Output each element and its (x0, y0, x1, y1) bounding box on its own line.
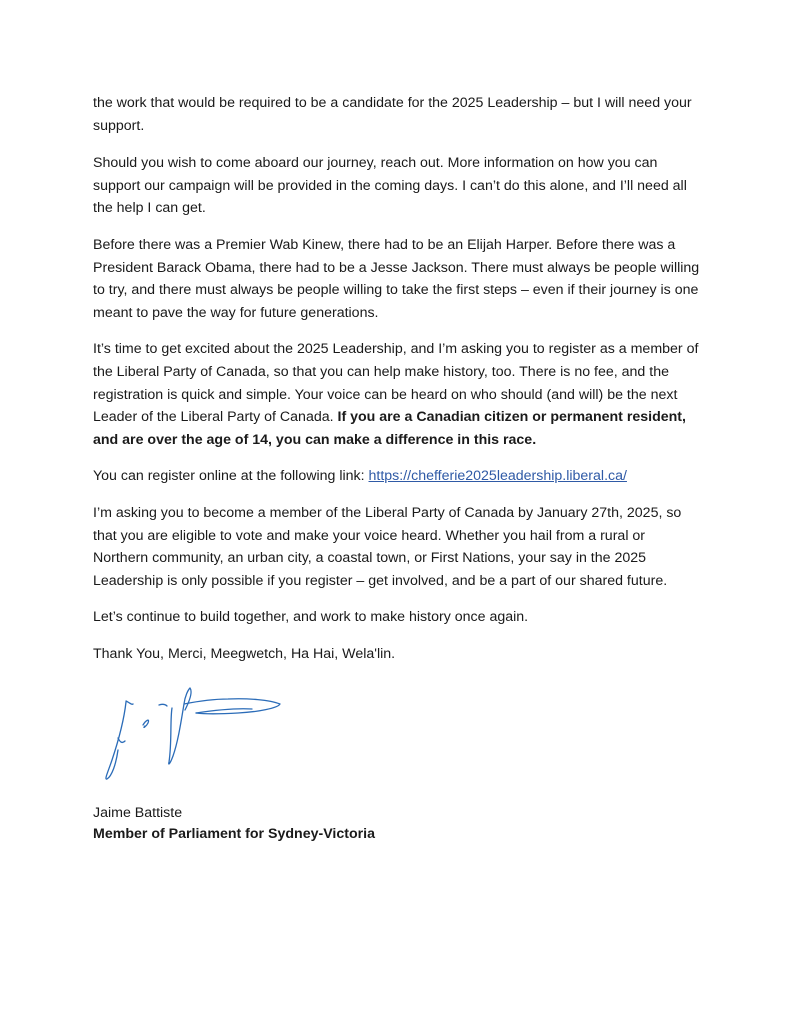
paragraph-4 (93, 338, 703, 451)
paragraph-4-bold-text: If you are a Canadian citizen or permanent resident, and are over the age of 14, you can make a difference in this race. (93, 409, 686, 448)
paragraph-6: I’m asking you to become a member of the Liberal Party of Canada by January 27th, 2025, so that you are eligible to vote and make your voice heard. Whether you hail from a rural or Northern community, an urban city, a coastal town, or First Nations, your say in the 2025 Leadership is only possible if you register – get involved, and be a part of our shared future. (93, 504, 682, 589)
register-link[interactable]: https://chefferie2025leadership.liberal.ca/ (368, 468, 627, 485)
paragraph-2: Should you wish to come aboard our journey, reach out. More information on how you can support our campaign will be provided in the coming days. I can’t do this alone, and I’ll need all the help I can get. (93, 155, 687, 217)
paragraph-5 (93, 465, 703, 488)
register-link-label: You can register online at the following link: (93, 468, 369, 485)
paragraph-3: Before there was a Premier Wab Kinew, there had to be an Elijah Harper. Before there was a President Barack Obama, there had to be a Jesse Jackson. There must always be people willing to try, and there must always be people willing to take the first steps – even if their journey is one meant to pave the way for future generations. (93, 236, 700, 321)
signer-title: Member of Parliament for Sydney-Victoria (93, 826, 375, 842)
signature-block (93, 803, 375, 845)
handwritten-signature (98, 680, 288, 788)
letter-body (93, 92, 703, 679)
paragraph-1: the work that would be required to be a candidate for the 2025 Leadership – but I will need your support. (93, 95, 692, 134)
paragraph-4-text: It’s time to get excited about the 2025 Leadership, and I’m asking you to register as a member of the Liberal Party of Canada, so that you can help make history, too. There is no fee, and the registration is quick and simple. Your voice can be heard on who should (and will) be the next Leader of the Liberal Party of Canada. (93, 341, 699, 426)
paragraph-7: Let’s continue to build together, and work to make history once again. (93, 609, 529, 626)
paragraph-8: Thank You, Merci, Meegwetch, Ha Hai, Wela'lin. (93, 645, 396, 662)
signer-name: Jaime Battiste (93, 805, 183, 821)
